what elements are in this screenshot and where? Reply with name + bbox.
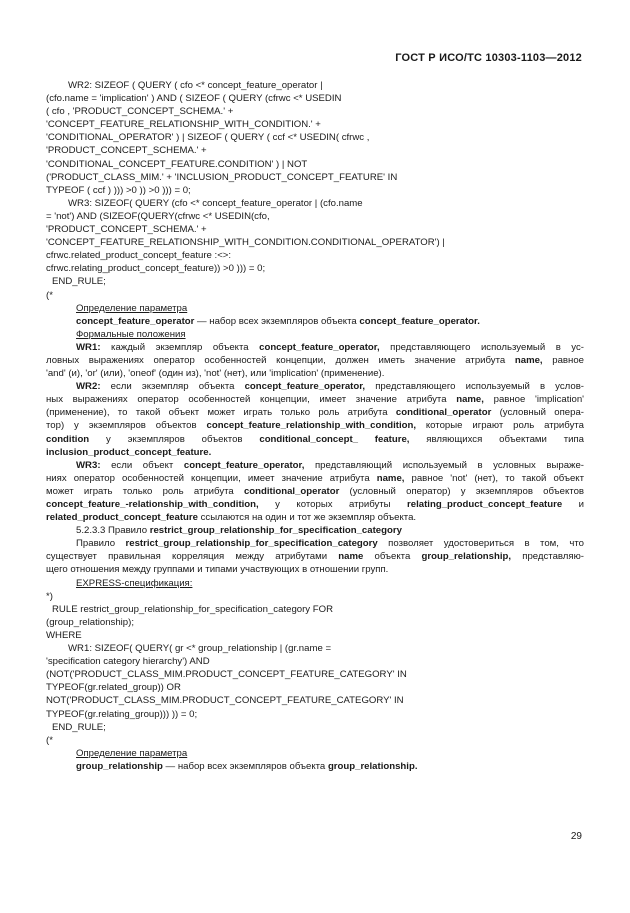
code-line: cfrwc.relating_product_concept_feature)) >0 ))) = 0;: [46, 263, 266, 275]
text-line: тор) у экземпляров объектов concept_feature_relationship_with_condition, которые играют роль атрибута: [46, 420, 584, 432]
code-line: 'CONDITIONAL_OPERATOR' ) | SIZEOF ( QUERY ( ccf <* USEDIN( cfrwc ,: [46, 132, 370, 144]
section-heading: Определение параметра: [76, 302, 188, 314]
code-line: cfrwc.related_product_concept_feature :<>:: [46, 250, 232, 262]
code-line: WR3: SIZEOF( QUERY (cfo <* concept_feature_operator | (cfo.name: [68, 197, 363, 209]
code-line: (cfo.name = 'implication' ) AND ( SIZEOF ( QUERY (cfrwc <* USEDIN: [46, 93, 342, 105]
standard-header: ГОСТ Р ИСО/ТС 10303-1103—2012: [395, 52, 582, 64]
text-line: concept_feature_operator — набор всех экземпляров объекта concept_feature_operator.: [76, 315, 480, 327]
text-line: inclusion_product_concept_feature.: [46, 446, 212, 458]
code-line: *): [46, 590, 53, 602]
code-line: (NOT('PRODUCT_CLASS_MIM.PRODUCT_CONCEPT_FEATURE_CATEGORY' IN: [46, 669, 407, 681]
text-line: group_relationship — набор всех экземпляров объекта group_relationship.: [76, 760, 418, 772]
code-line: (*: [46, 734, 53, 746]
code-line: ('PRODUCT_CLASS_MIM.' + 'INCLUSION_PRODUCT_CONCEPT_FEATURE' IN: [46, 171, 398, 183]
text-line: condition у экземпляров объектов conditional_concept_ feature, являющихся объектами типа: [46, 433, 584, 445]
code-line: ( cfo , 'PRODUCT_CONCEPT_SCHEMA.' +: [46, 106, 234, 118]
section-heading: Определение параметра: [76, 747, 188, 759]
code-line: NOT('PRODUCT_CLASS_MIM.PRODUCT_CONCEPT_FEATURE_CATEGORY' IN: [46, 695, 404, 707]
code-line: 'CONDITIONAL_CONCEPT_FEATURE.CONDITION' ) | NOT: [46, 158, 308, 170]
code-line: WR1: SIZEOF( QUERY( gr <* group_relationship | (gr.name =: [68, 643, 332, 655]
code-line: 'specification category hierarchy') AND: [46, 656, 210, 668]
document-body: [46, 79, 584, 773]
code-line: 'CONCEPT_FEATURE_RELATIONSHIP_WITH_CONDITION.CONDITIONAL_OPERATOR') |: [46, 237, 445, 249]
code-line: END_RULE;: [52, 276, 106, 288]
text-line: ниях оператор особенностей концепции, имеет значение атрибута name, равное 'not' (нет), то такой объект: [46, 472, 584, 484]
code-line: WR2: SIZEOF ( QUERY ( cfo <* concept_feature_operator |: [68, 80, 323, 91]
code-line: END_RULE;: [52, 721, 106, 733]
page-number: 29: [570, 831, 582, 842]
text-line: ных выражениях оператор особенностей концепции, имеет значение атрибута name, равное 'implication': [46, 394, 584, 406]
subsection-heading: 5.2.3.3 Правило restrict_group_relationship_for_specification_category: [76, 525, 402, 537]
code-line: 'CONCEPT_FEATURE_RELATIONSHIP_WITH_CONDITION.' +: [46, 119, 321, 131]
code-line: TYPEOF(gr.related_group)) OR: [46, 682, 181, 694]
code-line: TYPEOF(gr.relating_group))) )) = 0;: [46, 708, 198, 720]
text-line: ловных выражениях оператор особенностей концепции, должен иметь значение атрибута name, равное: [46, 354, 584, 366]
code-line: 'PRODUCT_CONCEPT_SCHEMA.' +: [46, 145, 207, 157]
code-line: TYPEOF ( ccf ) ))) >0 )) >0 ))) = 0;: [46, 184, 191, 196]
code-line: = 'not') AND (SIZEOF(QUERY(cfrwc <* USEDIN(cfo,: [46, 210, 270, 222]
bold-term: concept_feature_operator: [76, 315, 195, 327]
text-line: WR1: каждый экземпляр объекта concept_feature_operator, представляющего используемый в ус-: [76, 341, 584, 353]
text-line: существует правильная корреляция между атрибутами name объекта group_relationship, представляю-: [46, 551, 584, 563]
section-heading: Формальные положения: [76, 328, 186, 340]
text-line: related_product_concept_feature ссылаются на один и тот же экземпляр объекта.: [46, 512, 417, 524]
section-heading: EXPRESS-спецификация:: [76, 577, 193, 589]
bold-term: concept_feature_operator.: [359, 315, 480, 327]
code-line: RULE restrict_group_relationship_for_specification_category FOR: [52, 603, 334, 615]
text-line: WR2: если экземпляр объекта concept_feature_operator, представляющего используемый в услов-: [76, 381, 584, 393]
text-line: щего отношения между группами и типами участвующих в отношении групп.: [46, 564, 389, 576]
code-line: 'PRODUCT_CONCEPT_SCHEMA.' +: [46, 224, 207, 236]
text-line: 'and' (и), 'or' (или), 'oneof' (один из), 'not' (нет), или 'implication' (применение).: [46, 368, 385, 380]
text-line: Правило restrict_group_relationship_for_specification_category позволяет удостовериться в том, что: [76, 538, 584, 550]
text-line: может играть только роль атрибута conditional_operator (условный оператор) у экземпляров объектов: [46, 485, 584, 497]
text-line: (применение), то такой объект может играть только роль атрибута conditional_operator (условный опера-: [46, 407, 584, 419]
text-line: concept_feature_-relationship_with_condition, у которых атрибуты relating_product_concept_feature и: [46, 499, 584, 510]
code-line: (group_relationship);: [46, 616, 134, 628]
text-line: WR3: если объект concept_feature_operator, представляющий используемый в условных выраже-: [76, 459, 584, 471]
code-line: (*: [46, 289, 53, 301]
code-line: WHERE: [46, 629, 82, 641]
